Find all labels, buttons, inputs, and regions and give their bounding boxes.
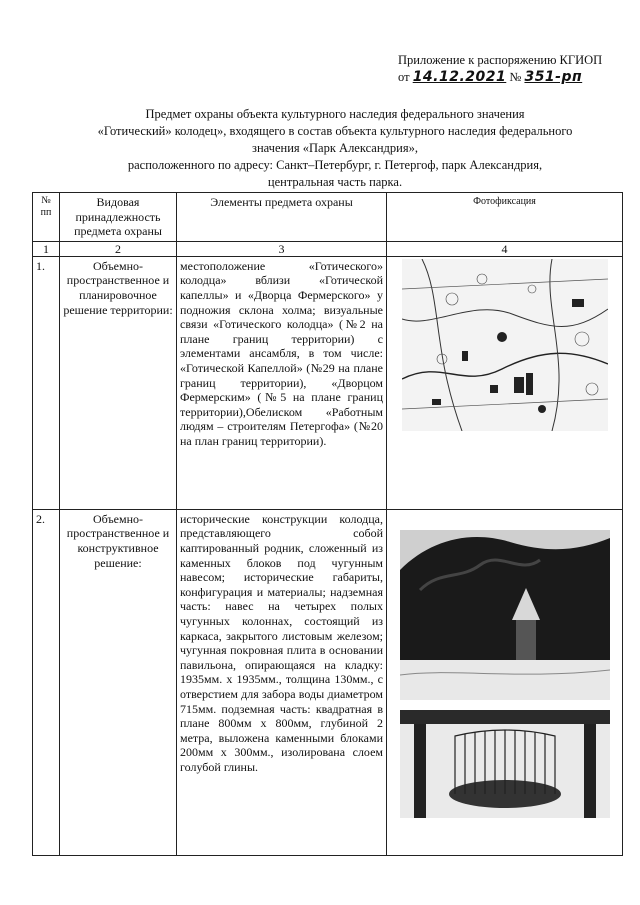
territory-plan-image <box>402 259 608 431</box>
title-line: Предмет охраны объекта культурного наследия федерального значения <box>145 107 525 121</box>
row-photos <box>387 256 623 509</box>
well-photo-exterior <box>400 530 610 700</box>
header-elements: Элементы предмета охраны <box>177 193 387 242</box>
header-photos: Фотофиксация <box>387 193 623 242</box>
protection-table <box>32 192 623 856</box>
appendix-block <box>398 52 602 86</box>
well-photo-interior <box>400 710 610 818</box>
column-number: 1 <box>33 241 60 256</box>
order-number: 351-рп <box>524 69 583 85</box>
title-line: центральная часть парка. <box>267 175 403 189</box>
row-elements: исторические конструкции колодца, представляющего собой каптированный родник, сложенный из каменных блоков под чугунным навесом; исторические габариты, конфигурация и материалы; надземная часть: навес на четырех полых чугунных колоннах, состоящий из каркаса, закрытого листовым железом; чугунная покровная плита в основании павильона, опирающаяся на кладку: 1935мм. х 1935мм., толщина 130мм., с отверстием для забора воды диаметром 715мм. подземная часть: квадратная в плане 800мм х 800мм, глубиной 2 метра, выложена каменными блоками 200мм х 300мм., изолирована слоем голубой глины. <box>177 509 387 855</box>
row-photos <box>387 509 623 855</box>
date-prefix: от <box>398 70 410 84</box>
column-number: 2 <box>60 241 177 256</box>
header-num: № пп <box>33 193 60 242</box>
row-number: 2. <box>33 509 60 855</box>
row-category: Объемно-пространственное и конструктивное решение: <box>60 509 177 855</box>
table-row <box>33 509 623 855</box>
title-line: расположенного по адресу: Санкт–Петербург, г. Петергоф, парк Александрия, <box>127 158 543 172</box>
column-number: 4 <box>387 241 623 256</box>
row-number: 1. <box>33 256 60 509</box>
row-elements: местоположение «Готического» колодца» вблизи «Готической капеллы» и «Дворца Фермерского» у подножия склона холма; визуальные связи «Готического колодца» (№2 на плане границ территории) с элементами ансамбля, в том числе: «Готической Капеллой» (№29 на плане границ территории), «Дворцом Фермерским» (№5 на плане границ территории),Обелиском «Работным людям – строителям Петергофа» (№20 на план границ территории). <box>177 256 387 509</box>
number-prefix: № <box>509 70 522 84</box>
order-date: 14.12.2021 <box>412 69 507 85</box>
title-line: значения «Парк Александрия», <box>252 141 418 155</box>
order-line <box>398 69 602 86</box>
table-row <box>33 256 623 509</box>
appendix-line: Приложение к распоряжению КГИОП <box>398 53 603 67</box>
column-number-row <box>33 241 623 256</box>
row-category: Объемно-пространственное и планировочное решение территории: <box>60 256 177 509</box>
title-line: «Готический» колодец», входящего в состав объекта культурного наследия федерального <box>97 124 573 138</box>
document-title <box>60 106 610 191</box>
column-number: 3 <box>177 241 387 256</box>
header-category: Видовая принадлежность предмета охраны <box>60 193 177 242</box>
table-header-row <box>33 193 623 242</box>
